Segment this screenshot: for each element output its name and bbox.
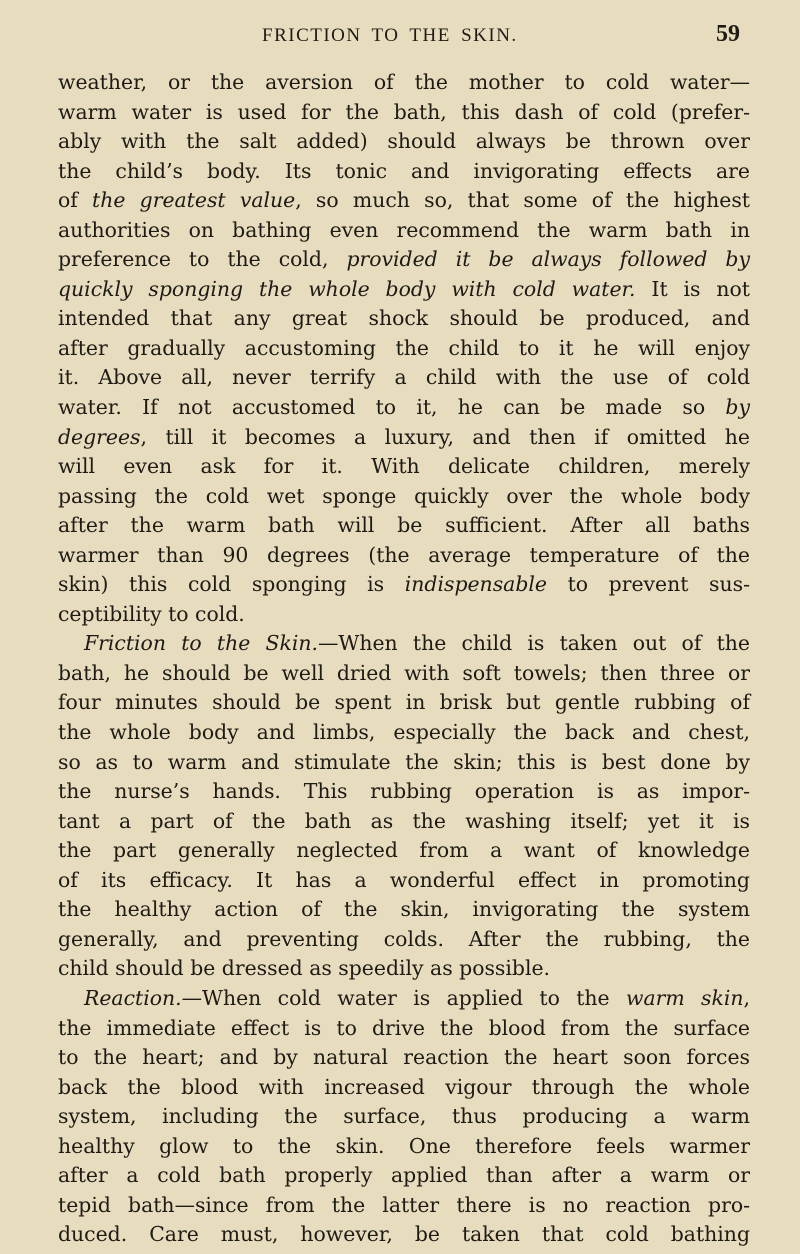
text-line — [58, 954, 750, 984]
text-line — [58, 1220, 750, 1250]
italic-text: Reaction. — [84, 985, 182, 1010]
text-run: the healthy action of the skin, invigorating the system — [58, 897, 750, 922]
text-run: tant a part of the bath as the washing itself; yet it is — [58, 808, 750, 833]
text-run: so as to warm and stimulate the skin; this is best done by — [58, 749, 750, 774]
italic-text: the greatest value — [92, 188, 296, 213]
text-run: after a cold bath properly applied than after a warm or — [58, 1163, 750, 1188]
text-line — [58, 895, 750, 925]
text-line — [58, 925, 750, 955]
text-run: to prevent sus- — [546, 572, 751, 597]
italic-text: degrees — [58, 424, 141, 449]
text-run: weather, or the aversion of the mother to cold water— — [58, 70, 750, 94]
text-line — [58, 186, 750, 216]
text-line — [58, 68, 750, 98]
text-line — [58, 1014, 750, 1044]
italic-text: provided it be always followed by — [346, 247, 750, 272]
text-line — [58, 659, 750, 689]
text-line — [58, 688, 750, 718]
text-line — [58, 363, 750, 393]
text-line — [58, 777, 750, 807]
text-run: It is not — [635, 276, 750, 301]
text-run: passing the cold wet sponge quickly over the whole body — [58, 483, 750, 508]
text-line — [58, 334, 750, 364]
text-run: ceptibility to cold. — [58, 601, 245, 626]
text-line — [58, 866, 750, 896]
text-run: system, including the surface, thus producing a warm — [58, 1104, 750, 1129]
text-run: of its efficacy. It has a wonderful effect in promoting — [58, 867, 750, 892]
text-line — [58, 807, 750, 837]
text-run: , so much so, that some of the highest — [295, 188, 751, 213]
text-line — [58, 1191, 750, 1221]
text-run: preference to the cold, — [58, 247, 347, 272]
italic-text: quickly sponging the whole body with cold water. — [58, 276, 636, 301]
text-run: skin) this cold sponging is — [58, 572, 405, 597]
text-run: of — [58, 188, 93, 213]
text-line — [58, 984, 750, 1014]
text-run: authorities on bathing even recommend the warm bath in — [58, 217, 750, 242]
text-run: will even ask for it. With delicate children, merely — [58, 454, 750, 479]
text-run: warmer than 90 degrees (the average temperature of the — [58, 542, 750, 567]
text-line — [58, 482, 750, 512]
text-run: generally, and preventing colds. After the rubbing, the — [58, 926, 750, 951]
text-run: intended that any great shock should be produced, and — [58, 306, 750, 331]
text-line — [58, 1132, 750, 1162]
text-run: the immediate effect is to drive the blood from the surface — [58, 1015, 750, 1040]
text-line — [58, 541, 750, 571]
text-run: back the blood with increased vigour through the whole — [58, 1074, 750, 1099]
text-run: —When cold water is applied to the — [181, 985, 626, 1010]
text-line — [58, 748, 750, 778]
italic-text: warm skin — [625, 985, 744, 1010]
text-line — [58, 629, 750, 659]
text-run: ably with the salt added) should always be thrown over — [58, 129, 750, 154]
text-line — [58, 393, 750, 423]
text-line — [58, 423, 750, 453]
running-head: FRICTION TO THE SKIN. — [262, 25, 518, 46]
body-text — [58, 68, 750, 1250]
text-line — [58, 511, 750, 541]
text-run: the child’s body. Its tonic and invigorating effects are — [58, 158, 750, 183]
text-line — [58, 98, 750, 128]
text-line — [58, 245, 750, 275]
text-line — [58, 157, 750, 187]
text-run: —When the child is taken out of the — [317, 631, 750, 656]
italic-text: Friction to the Skin. — [84, 631, 318, 656]
text-run: the part generally neglected from a want of knowledge — [58, 838, 750, 863]
text-run: warm water is used for the bath, this dash of cold (prefer- — [58, 99, 750, 124]
text-line — [58, 1102, 750, 1132]
text-line — [58, 1161, 750, 1191]
text-line — [58, 836, 750, 866]
page-number: 59 — [716, 21, 740, 47]
text-run: water. If not accustomed to it, he can be made so — [58, 395, 726, 420]
text-run: after gradually accustoming the child to it he will enjoy — [58, 335, 750, 360]
text-line — [58, 1073, 750, 1103]
text-run: duced. Care must, however, be taken that cold bathing — [58, 1222, 750, 1247]
text-run: bath, he should be well dried with soft towels; then three or — [58, 660, 750, 685]
text-line — [58, 216, 750, 246]
text-run: the whole body and limbs, especially the back and chest, — [58, 720, 750, 745]
text-run: , — [743, 985, 750, 1010]
italic-text: by — [725, 395, 750, 420]
text-line — [58, 127, 750, 157]
text-line — [58, 718, 750, 748]
text-line — [58, 600, 750, 630]
italic-text: indispensable — [404, 572, 547, 597]
text-line — [58, 304, 750, 334]
text-run: tepid bath—since from the latter there is no reaction pro- — [58, 1192, 750, 1217]
text-run: the nurse’s hands. This rubbing operation is as impor- — [58, 779, 750, 804]
text-run: child should be dressed as speedily as possible. — [58, 956, 551, 981]
text-line — [58, 1043, 750, 1073]
text-run: to the heart; and by natural reaction the heart soon forces — [58, 1045, 750, 1070]
text-run: four minutes should be spent in brisk but gentle rubbing of — [58, 690, 750, 715]
text-run: healthy glow to the skin. One therefore feels warmer — [58, 1133, 750, 1158]
text-run: , till it becomes a luxury, and then if omitted he — [140, 424, 750, 449]
text-line — [58, 570, 750, 600]
text-run: after the warm bath will be sufficient. After all baths — [58, 513, 750, 538]
text-line — [58, 452, 750, 482]
text-line — [58, 275, 750, 305]
text-run: it. Above all, never terrify a child with the use of cold — [58, 365, 750, 390]
